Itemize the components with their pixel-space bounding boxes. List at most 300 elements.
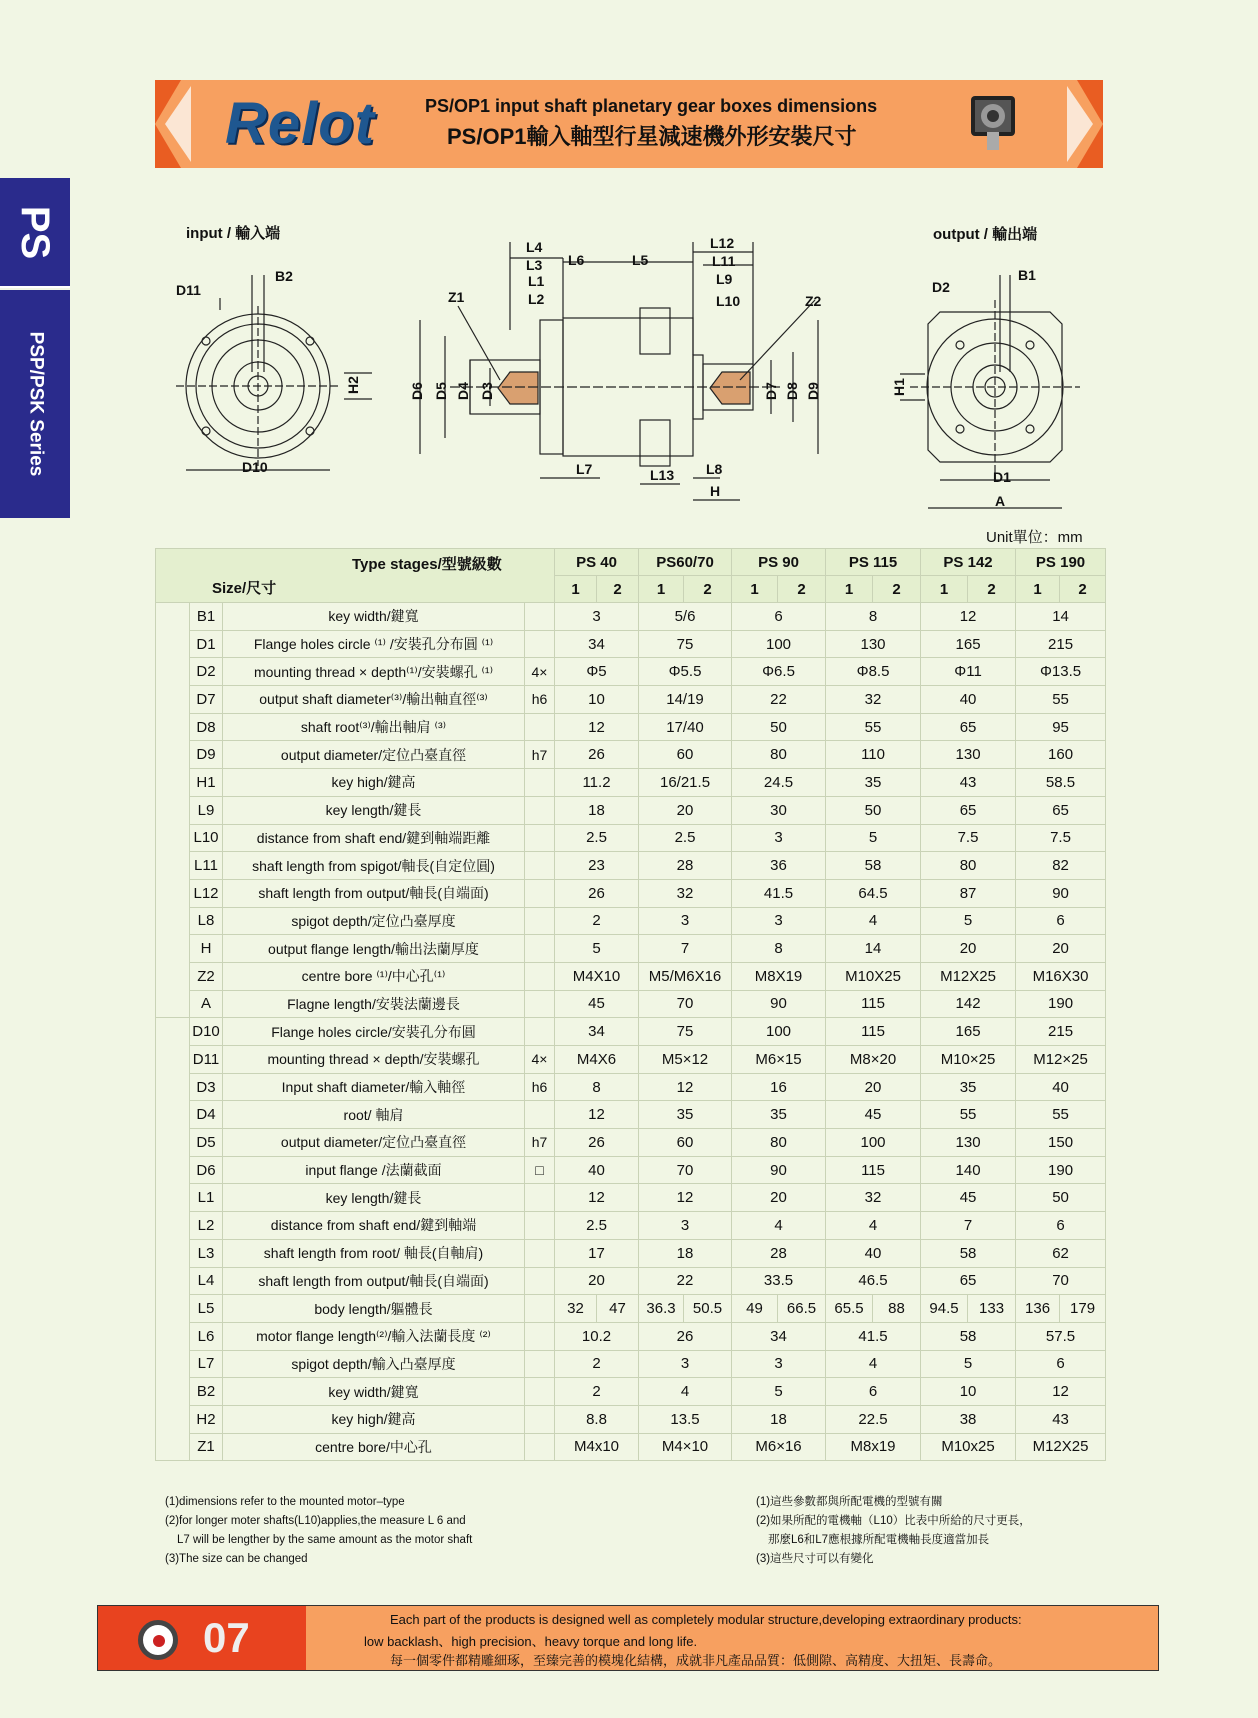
note-zh-1: (1)這些參數都與所配電機的型號有關	[756, 1496, 943, 1508]
value-cell: 43	[921, 769, 1016, 797]
model-header: PS 142	[921, 549, 1016, 576]
svg-text:H: H	[710, 483, 721, 499]
value-cell: 43	[1016, 1405, 1106, 1433]
value-cell: 6	[1016, 907, 1106, 935]
svg-text:D3: D3	[479, 382, 495, 400]
value-cell: 26	[555, 879, 639, 907]
table-row	[156, 1156, 1106, 1184]
value-cell: 110	[826, 741, 921, 769]
tolerance	[525, 713, 555, 741]
value-cell: 100	[732, 630, 826, 658]
svg-text:L2: L2	[528, 291, 545, 307]
stage-header: 2	[873, 576, 921, 603]
value-cell: 32	[826, 686, 921, 714]
value-cell: 30	[732, 796, 826, 824]
tolerance	[525, 1378, 555, 1406]
dimension-description: centre bore/中心孔	[223, 1433, 525, 1461]
value-cell: 87	[921, 879, 1016, 907]
value-cell: 20	[555, 1267, 639, 1295]
footer-bar	[97, 1605, 1159, 1671]
value-cell: 34	[555, 1018, 639, 1046]
value-cell: 6	[1016, 1212, 1106, 1240]
value-cell: 130	[921, 741, 1016, 769]
value-cell: 7	[639, 935, 732, 963]
table-row	[156, 852, 1106, 880]
dimension-description: output diameter/定位凸臺直徑	[223, 741, 525, 769]
value-cell: 3	[732, 907, 826, 935]
value-cell: 58	[921, 1239, 1016, 1267]
value-cell: 60	[639, 741, 732, 769]
table-row	[156, 630, 1106, 658]
svg-text:L12: L12	[710, 235, 735, 251]
table-row	[156, 1184, 1106, 1212]
svg-text:L7: L7	[576, 461, 593, 477]
value-cell: M12X25	[921, 962, 1016, 990]
table-row	[156, 1405, 1106, 1433]
value-cell: 16	[732, 1073, 826, 1101]
value-cell: 70	[639, 990, 732, 1018]
notes-chinese	[756, 1493, 1031, 1569]
value-cell: M10x25	[921, 1433, 1016, 1461]
tolerance	[525, 1184, 555, 1212]
table-row	[156, 713, 1106, 741]
value-cell: 94.5	[921, 1295, 968, 1323]
value-cell: 12	[639, 1073, 732, 1101]
value-cell: 12	[639, 1184, 732, 1212]
svg-text:L3: L3	[526, 257, 543, 273]
tolerance	[525, 603, 555, 631]
value-cell: M4×10	[639, 1433, 732, 1461]
value-cell: 80	[921, 852, 1016, 880]
value-cell: 17	[555, 1239, 639, 1267]
dimension-description: output flange length/輸出法蘭厚度	[223, 935, 525, 963]
dimension-description: distance from shaft end/鍵到軸端	[223, 1212, 525, 1240]
value-cell: 50	[732, 713, 826, 741]
dimension-code: D1	[190, 630, 223, 658]
value-cell: 17/40	[639, 713, 732, 741]
value-cell: 45	[921, 1184, 1016, 1212]
note-en-2: (2)for longer moter shafts(L10)applies,the measure L 6 and	[165, 1515, 466, 1527]
dimension-description: shaft root⁽³⁾/輸出軸肩 ⁽³⁾	[223, 713, 525, 741]
value-cell: 20	[921, 935, 1016, 963]
value-cell: 14	[1016, 603, 1106, 631]
note-en-1: (1)dimensions refer to the mounted motor–type	[165, 1496, 405, 1508]
value-cell: 55	[921, 1101, 1016, 1129]
dimension-code: H1	[190, 769, 223, 797]
dimension-table	[155, 548, 1106, 1461]
input-end-label: input / 輸入端	[186, 225, 281, 242]
svg-text:D10: D10	[242, 459, 268, 475]
value-cell: 26	[555, 1129, 639, 1157]
table-row	[156, 1212, 1106, 1240]
tolerance: h7	[525, 741, 555, 769]
value-cell: 36	[732, 852, 826, 880]
svg-text:H1: H1	[891, 378, 907, 396]
tolerance	[525, 1350, 555, 1378]
value-cell: 41.5	[826, 1322, 921, 1350]
value-cell: 62	[1016, 1239, 1106, 1267]
value-cell: 16/21.5	[639, 769, 732, 797]
value-cell: 60	[639, 1129, 732, 1157]
value-cell: 7	[921, 1212, 1016, 1240]
value-cell: M8×20	[826, 1046, 921, 1074]
dimension-description: output shaft diameter⁽³⁾/輸出軸直徑⁽³⁾	[223, 686, 525, 714]
stage-header: 1	[826, 576, 873, 603]
svg-text:D1: D1	[993, 469, 1011, 485]
technical-drawing	[0, 0, 1258, 540]
value-cell: 58	[921, 1322, 1016, 1350]
value-cell: 40	[1016, 1073, 1106, 1101]
value-cell: 12	[1016, 1378, 1106, 1406]
value-cell: 36.3	[639, 1295, 684, 1323]
value-cell: 90	[1016, 879, 1106, 907]
value-cell: 115	[826, 990, 921, 1018]
tolerance	[525, 1212, 555, 1240]
value-cell: 80	[732, 1129, 826, 1157]
value-cell: 2	[555, 1350, 639, 1378]
dimension-code: D4	[190, 1101, 223, 1129]
dimension-code: L10	[190, 824, 223, 852]
value-cell: 100	[732, 1018, 826, 1046]
svg-text:D8: D8	[784, 382, 800, 400]
value-cell: 46.5	[826, 1267, 921, 1295]
dimension-code: D3	[190, 1073, 223, 1101]
tolerance	[525, 1433, 555, 1461]
value-cell: 4	[826, 1212, 921, 1240]
footer-line-2: low backlash、high precision、heavy torque and long life.	[364, 1634, 698, 1649]
value-cell: 2.5	[555, 1212, 639, 1240]
value-cell: M6×15	[732, 1046, 826, 1074]
value-cell: 13.5	[639, 1405, 732, 1433]
value-cell: 88	[873, 1295, 921, 1323]
dimension-description: mounting thread × depth⁽¹⁾/安裝螺孔 ⁽¹⁾	[223, 658, 525, 686]
svg-text:D7: D7	[763, 382, 779, 400]
value-cell: 5	[921, 907, 1016, 935]
value-cell: 165	[921, 1018, 1016, 1046]
page-number-box	[98, 1606, 306, 1670]
value-cell: 90	[732, 990, 826, 1018]
value-cell: M16X30	[1016, 962, 1106, 990]
tolerance	[525, 962, 555, 990]
value-cell: 20	[826, 1073, 921, 1101]
svg-text:D11: D11	[176, 282, 201, 298]
tolerance	[525, 879, 555, 907]
value-cell: 8	[555, 1073, 639, 1101]
value-cell: 12	[555, 1101, 639, 1129]
value-cell: M4x10	[555, 1433, 639, 1461]
dimension-description: key width/鍵寬	[223, 1378, 525, 1406]
note-en-4: (3)The size can be changed	[165, 1553, 308, 1565]
value-cell: 34	[732, 1322, 826, 1350]
value-cell: 8	[732, 935, 826, 963]
svg-text:A: A	[995, 493, 1006, 509]
input-group	[156, 1018, 190, 1461]
tolerance: □	[525, 1156, 555, 1184]
value-cell: 18	[555, 796, 639, 824]
value-cell: 10	[555, 686, 639, 714]
dimension-description: Flange holes circle ⁽¹⁾ /安裝孔分布圓 ⁽¹⁾	[223, 630, 525, 658]
dimension-description: key length/鍵長	[223, 1184, 525, 1212]
stage-header: 2	[597, 576, 639, 603]
dimension-description: Input shaft diameter/輸入軸徑	[223, 1073, 525, 1101]
model-header: PS 115	[826, 549, 921, 576]
tolerance	[525, 1239, 555, 1267]
table-row	[156, 796, 1106, 824]
table-row	[156, 990, 1106, 1018]
value-cell: 20	[639, 796, 732, 824]
value-cell: 2.5	[555, 824, 639, 852]
value-cell: 14/19	[639, 686, 732, 714]
value-cell: 40	[921, 686, 1016, 714]
dimension-code: H2	[190, 1405, 223, 1433]
stage-header: 1	[921, 576, 968, 603]
dimension-code: D9	[190, 741, 223, 769]
header-type-stages: Type stages/型號級數	[352, 556, 502, 573]
model-header: PS60/70	[639, 549, 732, 576]
value-cell: 115	[826, 1156, 921, 1184]
value-cell: 70	[639, 1156, 732, 1184]
value-cell: 150	[1016, 1129, 1106, 1157]
tolerance: h6	[525, 1073, 555, 1101]
table-row	[156, 1350, 1106, 1378]
dimension-code: B1	[190, 603, 223, 631]
value-cell: 75	[639, 630, 732, 658]
value-cell: 41.5	[732, 879, 826, 907]
value-cell: 190	[1016, 1156, 1106, 1184]
dimension-description: key high/鍵高	[223, 769, 525, 797]
stage-header: 1	[1016, 576, 1060, 603]
value-cell: 10.2	[555, 1322, 639, 1350]
value-cell: 65	[1016, 796, 1106, 824]
svg-text:D6: D6	[409, 382, 425, 400]
value-cell: 22.5	[826, 1405, 921, 1433]
tolerance	[525, 990, 555, 1018]
side-brand-text: PS	[13, 205, 58, 259]
value-cell: 3	[639, 1350, 732, 1378]
value-cell: 4	[732, 1212, 826, 1240]
header-size: Size/尺寸	[212, 580, 277, 597]
value-cell: 3	[639, 907, 732, 935]
value-cell: M6×16	[732, 1433, 826, 1461]
value-cell: 35	[826, 769, 921, 797]
tolerance	[525, 630, 555, 658]
value-cell: 215	[1016, 1018, 1106, 1046]
dimension-code: D6	[190, 1156, 223, 1184]
tolerance	[525, 824, 555, 852]
stage-header: 1	[732, 576, 778, 603]
value-cell: 40	[555, 1156, 639, 1184]
value-cell: 20	[1016, 935, 1106, 963]
value-cell: 5	[826, 824, 921, 852]
table-row	[156, 1239, 1106, 1267]
tolerance	[525, 1295, 555, 1323]
dimension-code: D5	[190, 1129, 223, 1157]
stage-header: 1	[639, 576, 684, 603]
value-cell: 35	[639, 1101, 732, 1129]
value-cell: 142	[921, 990, 1016, 1018]
value-cell: 50.5	[684, 1295, 732, 1323]
value-cell: M4X6	[555, 1046, 639, 1074]
table-row	[156, 907, 1106, 935]
svg-text:D4: D4	[455, 382, 471, 400]
dimension-description: shaft length from output/軸長(自端面)	[223, 1267, 525, 1295]
value-cell: 3	[732, 1350, 826, 1378]
value-cell: 57.5	[1016, 1322, 1106, 1350]
dimension-code: L5	[190, 1295, 223, 1323]
value-cell: 50	[1016, 1184, 1106, 1212]
footer-line-3: 每一個零件都精雕細琢，至臻完善的模塊化結構，成就非凡產品品質：低側隙、高精度、大扭矩、長壽命。	[390, 1653, 1002, 1668]
dimension-description: shaft length from output/軸長(自端面)	[223, 879, 525, 907]
value-cell: 55	[1016, 686, 1106, 714]
tolerance	[525, 1018, 555, 1046]
title-chinese: PS/OP1輸入軸型行星減速機外形安裝尺寸	[447, 124, 857, 149]
value-cell: 40	[826, 1239, 921, 1267]
header-row-models	[156, 549, 1106, 576]
value-cell: Φ13.5	[1016, 658, 1106, 686]
value-cell: 2	[555, 1378, 639, 1406]
value-cell: 11.2	[555, 769, 639, 797]
value-cell: 32	[639, 879, 732, 907]
dimension-code: L12	[190, 879, 223, 907]
value-cell: 4	[826, 907, 921, 935]
table-row	[156, 1129, 1106, 1157]
value-cell: 5	[921, 1350, 1016, 1378]
value-cell: 130	[921, 1129, 1016, 1157]
tolerance	[525, 1322, 555, 1350]
value-cell: 22	[732, 686, 826, 714]
table-row	[156, 824, 1106, 852]
table-row	[156, 1267, 1106, 1295]
brand-logo: Relot	[225, 91, 375, 156]
table-row	[156, 879, 1106, 907]
value-cell: 4	[639, 1378, 732, 1406]
value-cell: 5	[732, 1378, 826, 1406]
value-cell: 28	[732, 1239, 826, 1267]
dimension-description: key width/鍵寬	[223, 603, 525, 631]
value-cell: 65	[921, 713, 1016, 741]
dimension-description: root/ 軸肩	[223, 1101, 525, 1129]
value-cell: 115	[826, 1018, 921, 1046]
side-series-text: PSP/PSK Series	[25, 331, 47, 477]
model-header: PS 40	[555, 549, 639, 576]
svg-text:D9: D9	[805, 382, 821, 400]
value-cell: 38	[921, 1405, 1016, 1433]
value-cell: 70	[1016, 1267, 1106, 1295]
unit-label: Unit單位：mm	[986, 529, 1083, 546]
tolerance: 4×	[525, 1046, 555, 1074]
value-cell: 133	[968, 1295, 1016, 1323]
value-cell: M10×25	[921, 1046, 1016, 1074]
dimension-code: L9	[190, 796, 223, 824]
value-cell: 5/6	[639, 603, 732, 631]
dimension-code: D10	[190, 1018, 223, 1046]
table-row	[156, 1322, 1106, 1350]
tolerance: h6	[525, 686, 555, 714]
value-cell: 18	[732, 1405, 826, 1433]
value-cell: Φ8.5	[826, 658, 921, 686]
value-cell: 28	[639, 852, 732, 880]
svg-text:L6: L6	[568, 252, 585, 268]
value-cell: 5	[555, 935, 639, 963]
value-cell: 75	[639, 1018, 732, 1046]
stage-header: 2	[968, 576, 1016, 603]
value-cell: M8x19	[826, 1433, 921, 1461]
value-cell: 33.5	[732, 1267, 826, 1295]
value-cell: 50	[826, 796, 921, 824]
value-cell: 65	[921, 1267, 1016, 1295]
dimension-description: Flange holes circle/安裝孔分布圓	[223, 1018, 525, 1046]
table-row	[156, 1046, 1106, 1074]
value-cell: 12	[921, 603, 1016, 631]
dimension-description: shaft length from spigot/軸長(自定位圓)	[223, 852, 525, 880]
svg-text:L1: L1	[528, 273, 545, 289]
value-cell: Φ5.5	[639, 658, 732, 686]
value-cell: M10X25	[826, 962, 921, 990]
table-row	[156, 658, 1106, 686]
svg-text:B1: B1	[1018, 267, 1036, 283]
value-cell: 35	[732, 1101, 826, 1129]
value-cell: 3	[555, 603, 639, 631]
value-cell: 22	[639, 1267, 732, 1295]
value-cell: 136	[1016, 1295, 1060, 1323]
tolerance	[525, 907, 555, 935]
page-number: 07	[203, 1614, 250, 1661]
value-cell: 65.5	[826, 1295, 873, 1323]
dimension-code: L8	[190, 907, 223, 935]
value-cell: Φ6.5	[732, 658, 826, 686]
note-zh-4: (3)這些尺寸可以有變化	[756, 1553, 874, 1565]
value-cell: 10	[921, 1378, 1016, 1406]
output-end-label: output / 輸出端	[933, 226, 1038, 243]
dimension-description: centre bore ⁽¹⁾/中心孔⁽¹⁾	[223, 962, 525, 990]
table-row	[156, 1018, 1106, 1046]
dimension-code: L1	[190, 1184, 223, 1212]
value-cell: 66.5	[778, 1295, 826, 1323]
table-row	[156, 1378, 1106, 1406]
table-row	[156, 1295, 1106, 1323]
tolerance: h7	[525, 1129, 555, 1157]
value-cell: 12	[555, 713, 639, 741]
value-cell: 7.5	[1016, 824, 1106, 852]
value-cell: 32	[826, 1184, 921, 1212]
dimension-description: body length/軀體長	[223, 1295, 525, 1323]
tolerance	[525, 1267, 555, 1295]
tolerance: 4×	[525, 658, 555, 686]
value-cell: 35	[921, 1073, 1016, 1101]
dimension-description: output diameter/定位凸臺直徑	[223, 1129, 525, 1157]
stage-header: 2	[684, 576, 732, 603]
value-cell: 14	[826, 935, 921, 963]
note-zh-3: 那麼L6和L7應根據所配電機軸長度適當加長	[768, 1534, 990, 1546]
output-group	[156, 603, 190, 1018]
dimension-code: L4	[190, 1267, 223, 1295]
svg-text:H2: H2	[345, 376, 361, 394]
dimension-code: B2	[190, 1378, 223, 1406]
value-cell: 160	[1016, 741, 1106, 769]
tolerance	[525, 1101, 555, 1129]
table-row	[156, 962, 1106, 990]
value-cell: M4X10	[555, 962, 639, 990]
value-cell: 2	[555, 907, 639, 935]
value-cell: 130	[826, 630, 921, 658]
dimension-code: L3	[190, 1239, 223, 1267]
dimension-code: D7	[190, 686, 223, 714]
dimension-code: D11	[190, 1046, 223, 1074]
svg-text:L11: L11	[712, 253, 736, 269]
dimension-description: motor flange length⁽²⁾/輸入法蘭長度 ⁽²⁾	[223, 1322, 525, 1350]
dimension-code: L11	[190, 852, 223, 880]
value-cell: 100	[826, 1129, 921, 1157]
